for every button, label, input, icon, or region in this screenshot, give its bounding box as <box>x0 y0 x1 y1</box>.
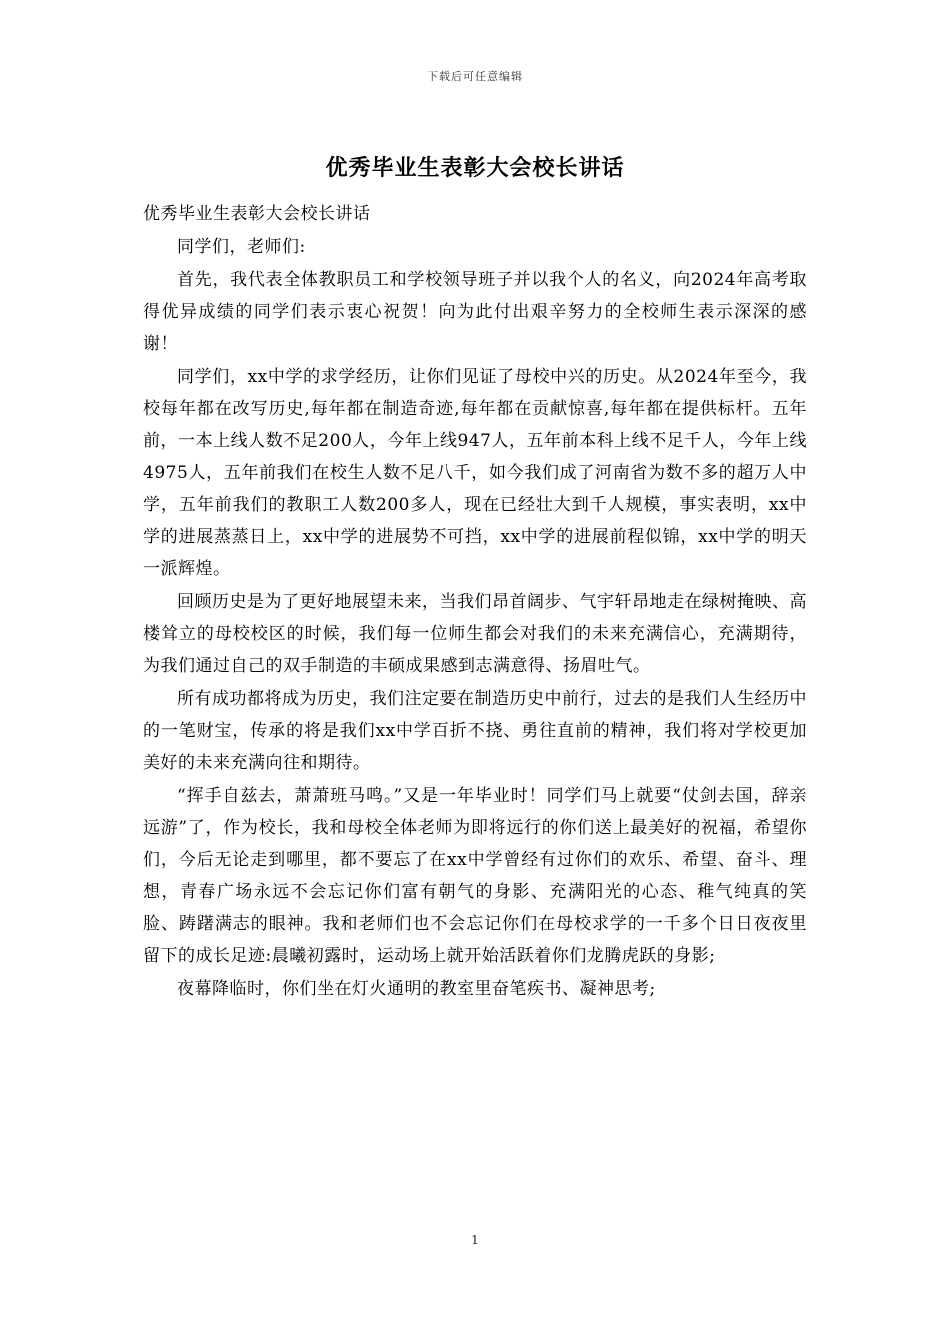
paragraph-history: 同学们，xx中学的求学经历，让你们见证了母校中兴的历史。从2024年至今，我校每年都在改写历史,每年都在制造奇迹,每年都在贡献惊喜,每年都在提供标杆。五年前，一本上线人数不足200人，今年上线947人，五年前本科上线不足千人，今年上线4975人，五年前我们在校生人数不足八千，如今我们成了河南省为数不多的超万人中学，五年前我们的教职工人数200多人，现在已经壮大到千人规模，事实表明，xx中学的进展蒸蒸日上，xx中学的进展势不可挡，xx中学的进展前程似锦，xx中学的明天一派辉煌。 <box>143 367 807 579</box>
paragraph-greeting: 同学们，老师们: <box>177 237 306 257</box>
paragraph-success: 所有成功都将成为历史，我们注定要在制造历史中前行，过去的是我们人生经历中的一笔财宝，传承的将是我们xx中学百折不挠、勇往直前的精神，我们将对学校更加美好的未来充满向往和期待。 <box>143 689 807 773</box>
subtitle-line: 优秀毕业生表彰大会校长讲话 <box>143 204 371 224</box>
header-note: 下载后可任意编辑 <box>427 70 523 83</box>
paragraph-outlook: 回顾历史是为了更好地展望未来，当我们昂首阔步、气宇轩昂地走在绿树掩映、高楼耸立的母校校区的时候，我们每一位师生都会对我们的未来充满信心，充满期待，为我们通过自己的双手制造的丰硕成果感到志满意得、扬眉吐气。 <box>143 592 807 676</box>
paragraph-night: 夜幕降临时，你们坐在灯火通明的教室里奋笔疾书、凝神思考; <box>177 979 656 999</box>
document-body <box>143 198 807 1006</box>
paragraph-congratulations: 首先，我代表全体教职员工和学校领导班子并以我个人的名义，向2024年高考取得优异成绩的同学们表示衷心祝贺！向为此付出艰辛努力的全校师生表示深深的感谢！ <box>143 270 807 354</box>
document-title: 优秀毕业生表彰大会校长讲话 <box>325 155 625 181</box>
paragraph-farewell: “挥手自兹去，萧萧班马鸣。”又是一年毕业时！同学们马上就要“仗剑去国，辞亲远游”了，作为校长，我和母校全体老师为即将远行的你们送上最美好的祝福，希望你们，今后无论走到哪里，都不要忘了在xx中学曾经有过你们的欢乐、希望、奋斗、理想，青春广场永远不会忘记你们富有朝气的身影、充满阳光的心态、稚气纯真的笑脸、踌躇满志的眼神。我和老师们也不会忘记你们在母校求学的一千多个日日夜夜里留下的成长足迹:晨曦初露时，运动场上就开始活跃着你们龙腾虎跃的身影; <box>143 786 807 966</box>
page-number: 1 <box>471 1233 479 1247</box>
